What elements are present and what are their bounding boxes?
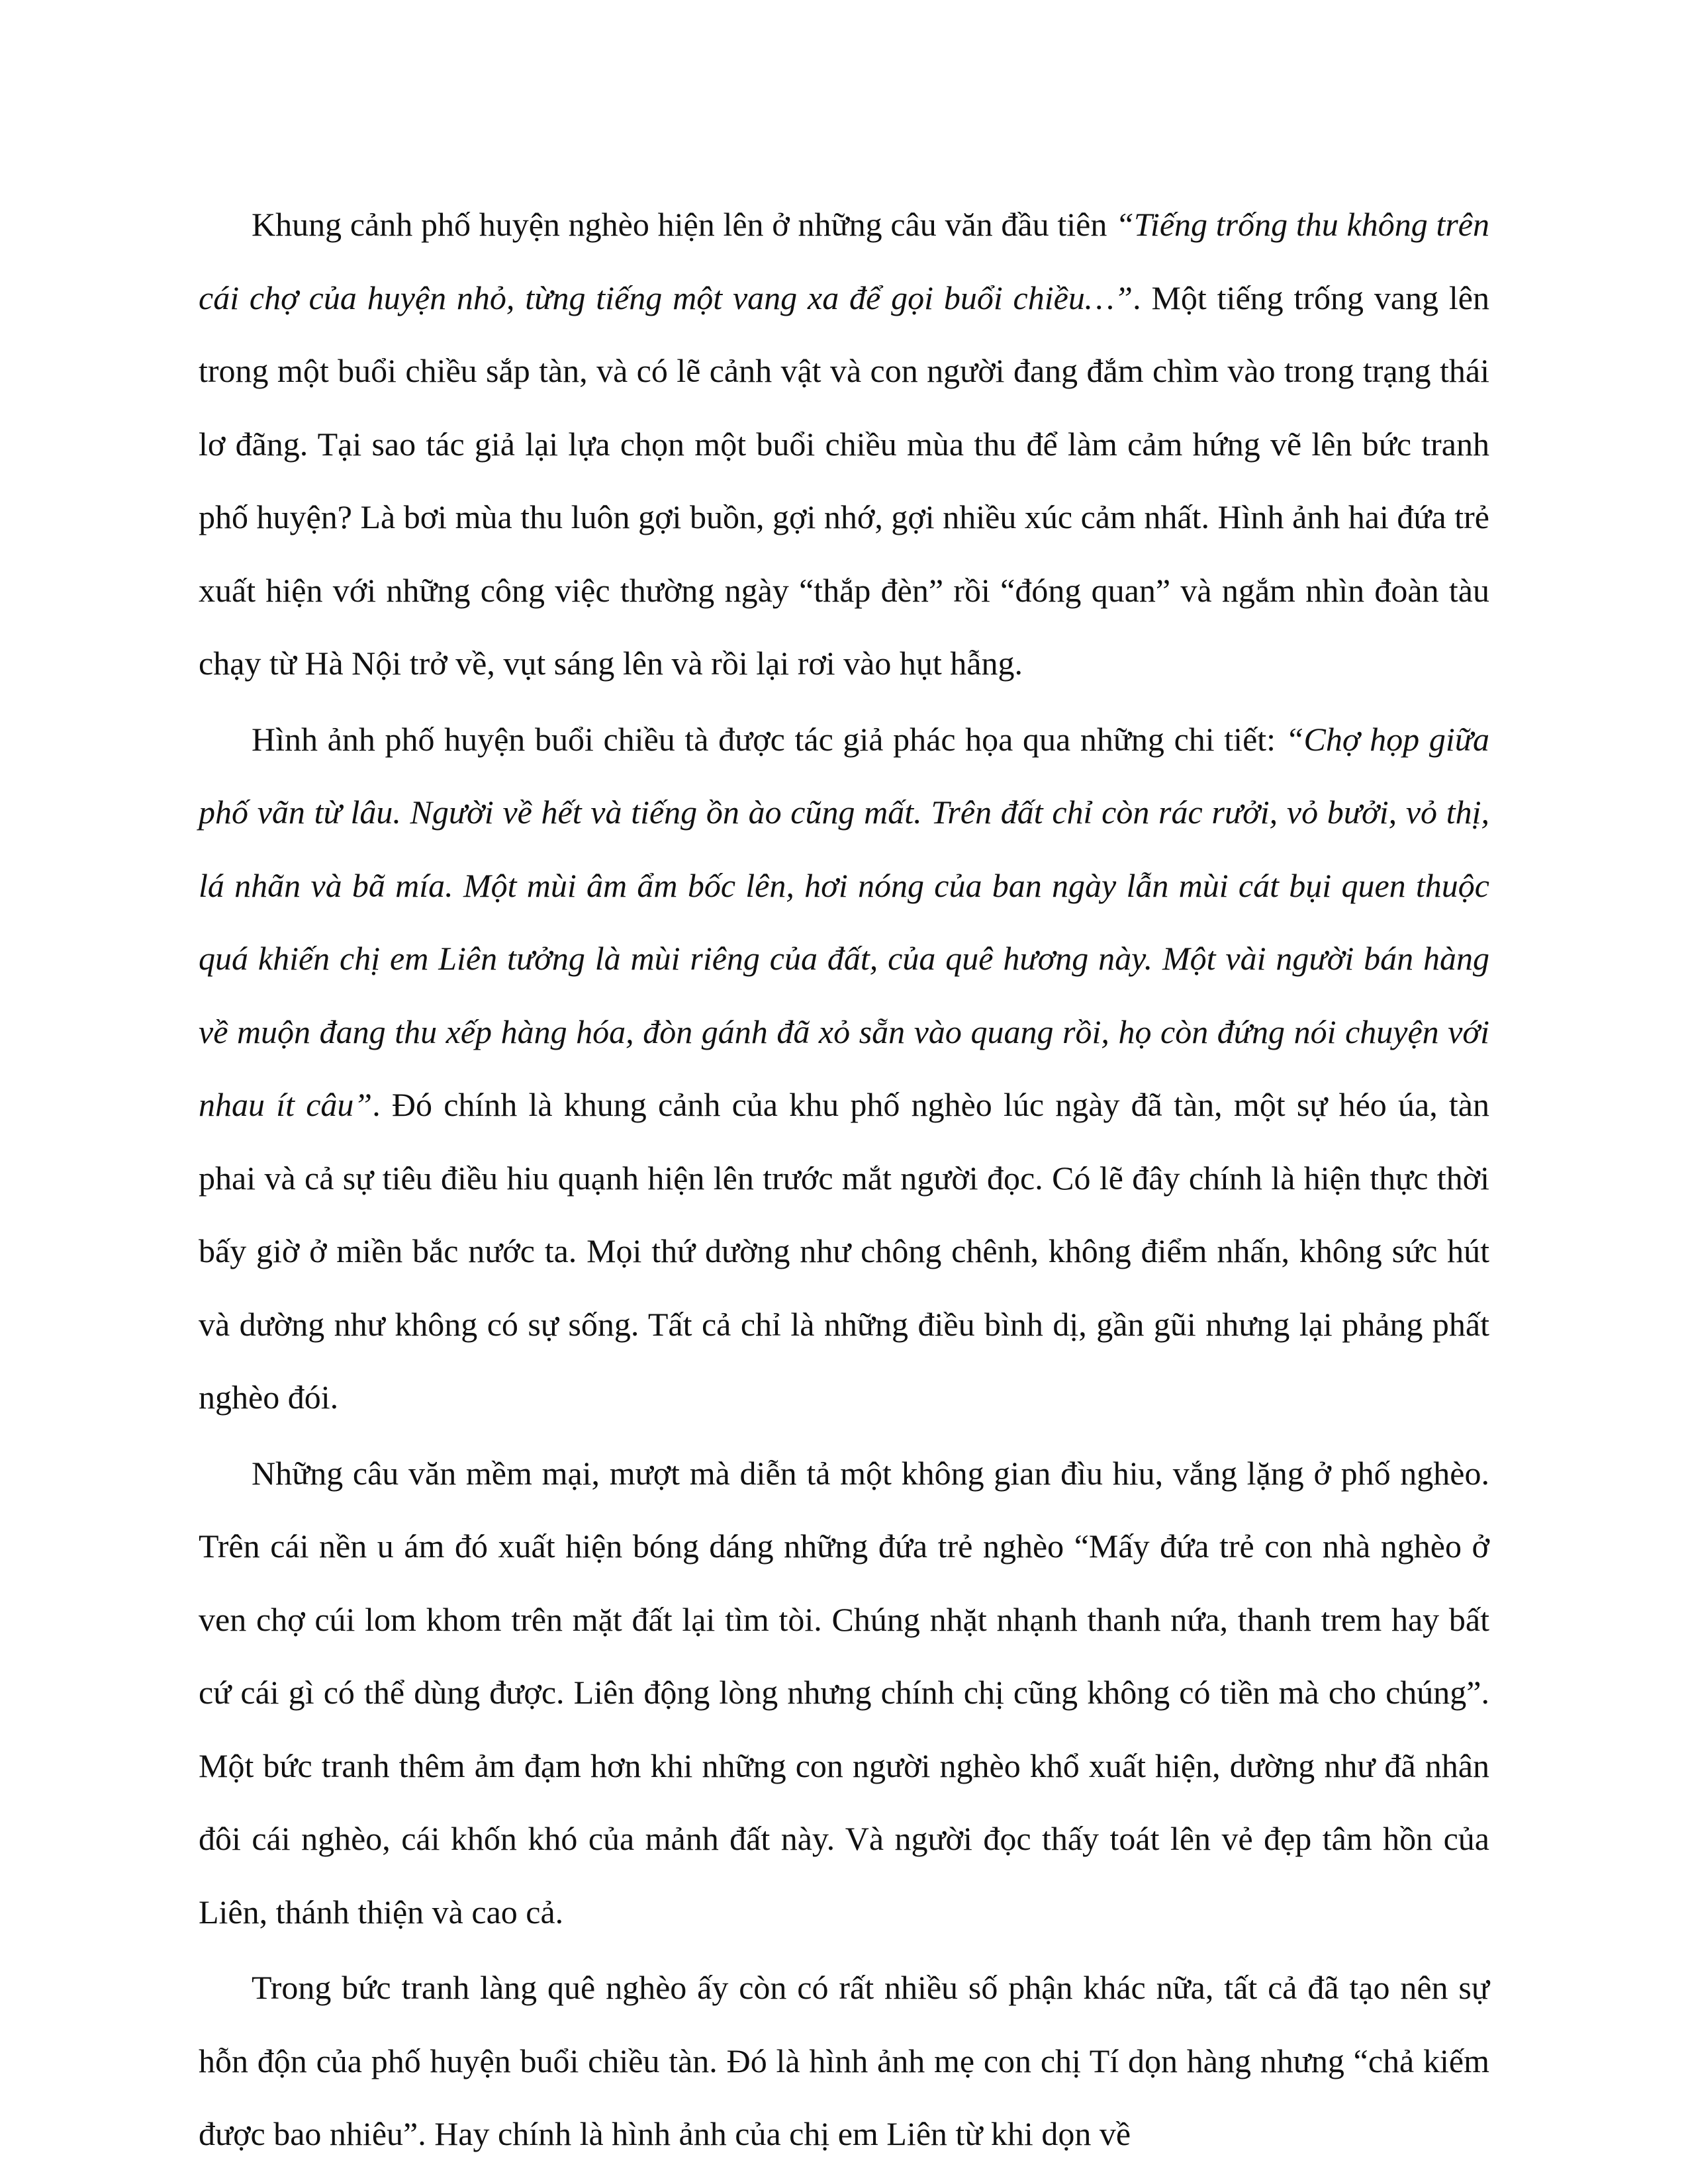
paragraph-text: . Đó chính là khung cảnh của khu phố nghèo lúc ngày đã tàn, một sự héo úa, tàn phai và cả sự tiêu điều hiu quạnh hiện lên trước mắt người đọc. Có lẽ đây chính là hiện thực thời bấy giờ ở miền bắc nước ta. Mọi thứ dường như chông chênh, không điểm nhấn, không sức hút và dường như không có sự sống. Tất cả chỉ là những điều bình dị, gần gũi nhưng lại phảng phất nghèo đói. xyxy=(199,1086,1489,1416)
paragraph-text: Trong bức tranh làng quê nghèo ấy còn có rất nhiều số phận khác nữa, tất cả đã tạo nên sự hỗn độn của phố huyện buổi chiều tàn. Đó là hình ảnh mẹ con chị Tí dọn hàng nhưng “chả kiếm được bao nhiêu”. Hay chính là hình ảnh của chị em Liên từ khi dọn về xyxy=(199,1969,1489,2152)
italic-quote: “Chợ họp giữa phố vãn từ lâu. Người về hết và tiếng ồn ào cũng mất. Trên đất chỉ còn rác rưởi, vỏ bưởi, vỏ thị, lá nhãn và bã mía. Một mùi âm ẩm bốc lên, hơi nóng của ban ngày lẫn mùi cát bụi quen thuộc quá khiến chị em Liên tưởng là mùi riêng của đất, của quê hương này. Một vài người bán hàng về muộn đang thu xếp hàng hóa, đòn gánh đã xỏ sẵn vào quang rồi, họ còn đứng nói chuyện với nhau ít câu” xyxy=(199,720,1489,1123)
paragraph-text: Hình ảnh phố huyện buổi chiều tà được tác giả phác họa qua những chi tiết: xyxy=(252,720,1286,758)
paragraph-2 xyxy=(199,703,1489,1434)
italic-quote: “Tiếng trống thu không trên cái chợ của huyện nhỏ, từng tiếng một vang xa để gọi buổi chiều…” xyxy=(199,206,1489,316)
paragraph-text: . Một tiếng trống vang lên trong một buổi chiều sắp tàn, và có lẽ cảnh vật và con người đang đắm chìm vào trong trạng thái lơ đãng. Tại sao tác giả lại lựa chọn một buổi chiều mùa thu để làm cảm hứng vẽ lên bức tranh phố huyện? Là bơi mùa thu luôn gợi buồn, gợi nhớ, gợi nhiều xúc cảm nhất. Hình ảnh hai đứa trẻ xuất hiện với những công việc thường ngày “thắp đèn” rồi “đóng quan” và ngắm nhìn đoàn tàu chạy từ Hà Nội trở về, vụt sáng lên và rồi lại rơi vào hụt hẫng. xyxy=(199,279,1489,682)
paragraph-4 xyxy=(199,1951,1489,2171)
paragraph-text: Khung cảnh phố huyện nghèo hiện lên ở những câu văn đầu tiên xyxy=(252,206,1116,243)
paragraph-text: Những câu văn mềm mại, mượt mà diễn tả một không gian đìu hiu, vắng lặng ở phố nghèo. Trên cái nền u ám đó xuất hiện bóng dáng những đứa trẻ nghèo “Mấy đứa trẻ con nhà nghèo ở ven chợ cúi lom khom trên mặt đất lại tìm tòi. Chúng nhặt nhạnh thanh nứa, thanh trem hay bất cứ cái gì có thể dùng được. Liên động lòng nhưng chính chị cũng không có tiền mà cho chúng”. Một bức tranh thêm ảm đạm hơn khi những con người nghèo khổ xuất hiện, dường như đã nhân đôi cái nghèo, cái khốn khó của mảnh đất này. Và người đọc thấy toát lên vẻ đẹp tâm hồn của Liên, thánh thiện và cao cả. xyxy=(199,1454,1489,1931)
body-text xyxy=(199,188,1489,2171)
paragraph-1 xyxy=(199,188,1489,700)
paragraph-3 xyxy=(199,1437,1489,1949)
